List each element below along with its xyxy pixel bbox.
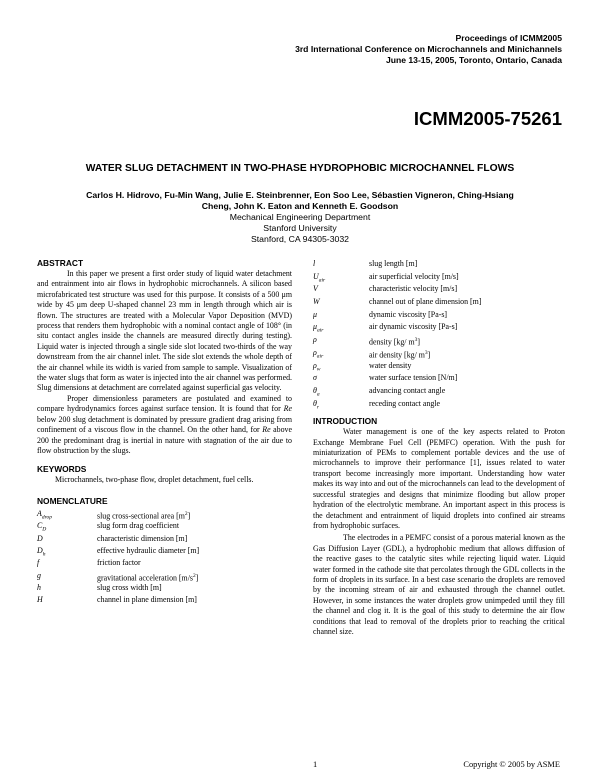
nomenclature-row bbox=[313, 258, 565, 271]
copyright-notice: Copyright © 2005 by ASME bbox=[463, 760, 560, 769]
nomenclature-row bbox=[313, 283, 565, 296]
introduction-paragraph-2: The electrodes in a PEMFC consist of a porous material known as the Gas Diffusion Layer (GDL), a hydrophobic medium that allows diffusion of the reactive gases to the catalytic sites while rejecting liquid water. Liquid water formed in the cathode site that percolates through the GDL collects in the form of droplets in its surface. In a best case scenario the droplets are removed by the incoming stream of air and exhausted through the channel outlet. However, in some instances the water droplets grow unimpeded until they fill the channel and clog it. It is the goal of this study to determine the air flow conditions that lead to removal of the droplets prior to reaching the critical channel size. bbox=[313, 533, 565, 636]
affiliation-department: Mechanical Engineering Department bbox=[229, 212, 371, 222]
nomenclature-symbol: $U_{air}$ bbox=[313, 271, 326, 284]
nomenclature-symbol: H bbox=[37, 595, 43, 605]
affiliation-university: Stanford University bbox=[263, 223, 337, 234]
affiliation-city: Stanford, CA 94305-3032 bbox=[250, 234, 350, 245]
nomenclature-definition: air superficial velocity [m/s] bbox=[369, 271, 459, 281]
nomenclature-symbol: V bbox=[313, 284, 318, 294]
conference-header bbox=[295, 33, 562, 67]
nomenclature-row bbox=[37, 508, 292, 520]
paper-title: WATER SLUG DETACHMENT IN TWO-PHASE HYDROPHOBIC MICROCHANNEL FLOWS bbox=[85, 163, 515, 174]
keywords-heading: KEYWORDS bbox=[37, 464, 87, 475]
nomenclature-definition: density [kg/ $m^3$] bbox=[369, 337, 420, 347]
nomenclature-definition: dynamic viscosity [Pa-s] bbox=[369, 309, 448, 319]
conference-full-name: 3rd International Conference on Microchannels and Minichannels bbox=[295, 44, 562, 55]
nomenclature-definition: channel in plane dimension [m] bbox=[97, 595, 197, 605]
nomenclature-row bbox=[313, 334, 565, 347]
nomenclature-row bbox=[37, 570, 292, 582]
nomenclature-row bbox=[313, 372, 565, 385]
nomenclature-definition: air density [kg/ $m^3$] bbox=[369, 349, 431, 360]
keywords-text: Microchannels, two-phase flow, droplet detachment, fuel cells. bbox=[55, 475, 254, 485]
nomenclature-row bbox=[313, 309, 565, 322]
nomenclature-definition: water density bbox=[369, 360, 412, 370]
nomenclature-definition: slug cross width [m] bbox=[97, 583, 162, 593]
author-line-2: Cheng, John K. Eaton and Kenneth E. Goodson bbox=[201, 201, 399, 211]
nomenclature-definition: air dynamic viscosity [Pa-s] bbox=[369, 322, 458, 332]
right-column bbox=[313, 258, 565, 637]
nomenclature-definition: slug cross-sectional area $[m^2]$ bbox=[97, 510, 191, 521]
nomenclature-symbol: $\rho_{air}$ bbox=[313, 347, 324, 360]
reynolds-symbol: Re bbox=[283, 404, 292, 414]
nomenclature-row bbox=[313, 360, 565, 373]
nomenclature-symbol: ρ bbox=[313, 335, 317, 345]
nomenclature-definition: advancing contact angle bbox=[369, 385, 446, 395]
nomenclature-symbol: f bbox=[37, 558, 40, 568]
introduction-paragraph-1: Water management is one of the key aspects related to Proton Exchange Membrane Fuel Cell (PEMFC) operation. With the push for miniaturization of PEMs to complement portable devices and the use of microchannels to improve their performance [1], issues related to water transport become increasingly more important. Understanding how water makes its way into and out of the microchannels can lead to the development of successful strategies and designs that minimize flooding but allow proper hydration of the electrolytic membrane. An important aspect in this process is the detachment and entrainment of liquid droplets into confined air streams from hydrophobic surfaces. bbox=[313, 427, 565, 530]
nomenclature-symbol: σ bbox=[313, 373, 317, 383]
nomenclature-row bbox=[313, 271, 565, 284]
abstract-p2-part-b: below 200 slug detachment is dominated by pressure gradient drag arising from confinement of a viscous flow in the channel. On the other hand, for bbox=[37, 414, 292, 435]
nomenclature-row bbox=[37, 582, 292, 594]
nomenclature-definition: receding contact angle bbox=[369, 398, 440, 408]
introduction-heading: INTRODUCTION bbox=[313, 416, 378, 427]
nomenclature-definition: friction factor bbox=[97, 558, 141, 568]
nomenclature-definition: characteristic velocity [m/s] bbox=[369, 284, 458, 294]
nomenclature-list-right bbox=[313, 258, 565, 410]
nomenclature-heading: NOMENCLATURE bbox=[37, 495, 108, 506]
nomenclature-definition: characteristic dimension [m] bbox=[97, 533, 188, 543]
nomenclature-symbol: μ bbox=[313, 309, 317, 319]
nomenclature-symbol: $C_D$ bbox=[37, 521, 47, 533]
conference-name: Proceedings of ICMM2005 bbox=[455, 33, 562, 43]
nomenclature-symbol: h bbox=[37, 583, 41, 593]
nomenclature-definition: channel out of plane dimension [m] bbox=[369, 297, 482, 307]
abstract-paragraph-2 bbox=[37, 394, 292, 456]
left-column bbox=[37, 258, 292, 607]
nomenclature-row bbox=[313, 398, 565, 411]
abstract-p2-part-c: above 200 the predominant drag is inertial in nature with stagnation of the air due to flow obstruction by the slugs. bbox=[37, 425, 292, 455]
nomenclature-symbol: $\theta_r$ bbox=[313, 398, 320, 411]
nomenclature-row bbox=[313, 347, 565, 360]
author-list bbox=[60, 190, 540, 212]
nomenclature-symbol: $\theta_a$ bbox=[313, 385, 320, 398]
nomenclature-symbol: $\mu_{air}$ bbox=[313, 322, 324, 335]
nomenclature-row bbox=[313, 321, 565, 334]
nomenclature-definition: slug form drag coefficient bbox=[97, 521, 180, 531]
author-line-1: Carlos H. Hidrovo, Fu-Min Wang, Julie E. Steinbrenner, Eon Soo Lee, Sébastien Vigneron, Ching-Hsiang bbox=[86, 190, 514, 200]
affiliation bbox=[0, 212, 600, 246]
paper-id: ICMM2005-75261 bbox=[413, 108, 562, 129]
nomenclature-row bbox=[313, 385, 565, 398]
nomenclature-row bbox=[313, 296, 565, 309]
abstract-p2-part-a: Proper dimensionless parameters are postulated and examined to compare hydrodynamics forces against surface tension. It is found that for bbox=[37, 393, 292, 414]
reynolds-symbol: Re bbox=[262, 425, 271, 435]
nomenclature-symbol: $D_h$ bbox=[37, 545, 46, 558]
abstract-heading: ABSTRACT bbox=[37, 258, 84, 268]
nomenclature-row bbox=[37, 545, 292, 557]
page-number: 1 bbox=[313, 760, 318, 769]
nomenclature-row bbox=[37, 557, 292, 569]
conference-date-location: June 13-15, 2005, Toronto, Ontario, Canada bbox=[385, 55, 562, 66]
nomenclature-row bbox=[37, 520, 292, 532]
nomenclature-row bbox=[37, 533, 292, 545]
nomenclature-symbol: D bbox=[37, 533, 43, 543]
nomenclature-definition: slug length [m] bbox=[369, 259, 418, 268]
abstract-paragraph-1: In this paper we present a first order study of liquid water detachment and entrainment into air flows in hydrophobic microchannels. A silicon based microfabricated test structure was used for this purpose. It consists of a 500 μm wide by 45 μm deep U-shaped channel 23 mm in length through which air is flown. The structures are treated with a Molecular Vapor Deposition (MVD) process that renders them hydrophobic with a nominal contact angle of 108° (in situ contact angles inside the channels are measured directly during testing). Liquid water is injected through a single side slot located two-thirds of the way downstream from the air channel inlet. The side slot extends the whole depth of the air channel while its width is varied from sample to sample. Visualization of the water slugs that form as water is injected into the air channel was performed. Slug dimensions at detachment are correlated against superficial gas velocity. bbox=[37, 269, 292, 393]
nomenclature-definition: effective hydraulic diameter [m] bbox=[97, 545, 200, 555]
nomenclature-row bbox=[37, 594, 292, 606]
nomenclature-symbol: W bbox=[313, 297, 320, 307]
nomenclature-symbol: $\rho_w$ bbox=[313, 360, 321, 373]
nomenclature-definition: gravitational acceleration $[m/s^2]$ bbox=[97, 572, 199, 583]
nomenclature-symbol: g bbox=[37, 570, 41, 580]
nomenclature-definition: water surface tension [N/m] bbox=[369, 373, 458, 383]
nomenclature-symbol: l bbox=[313, 259, 316, 268]
nomenclature-list-left bbox=[37, 508, 292, 607]
nomenclature-symbol: $A_{drop}$ bbox=[37, 508, 53, 521]
